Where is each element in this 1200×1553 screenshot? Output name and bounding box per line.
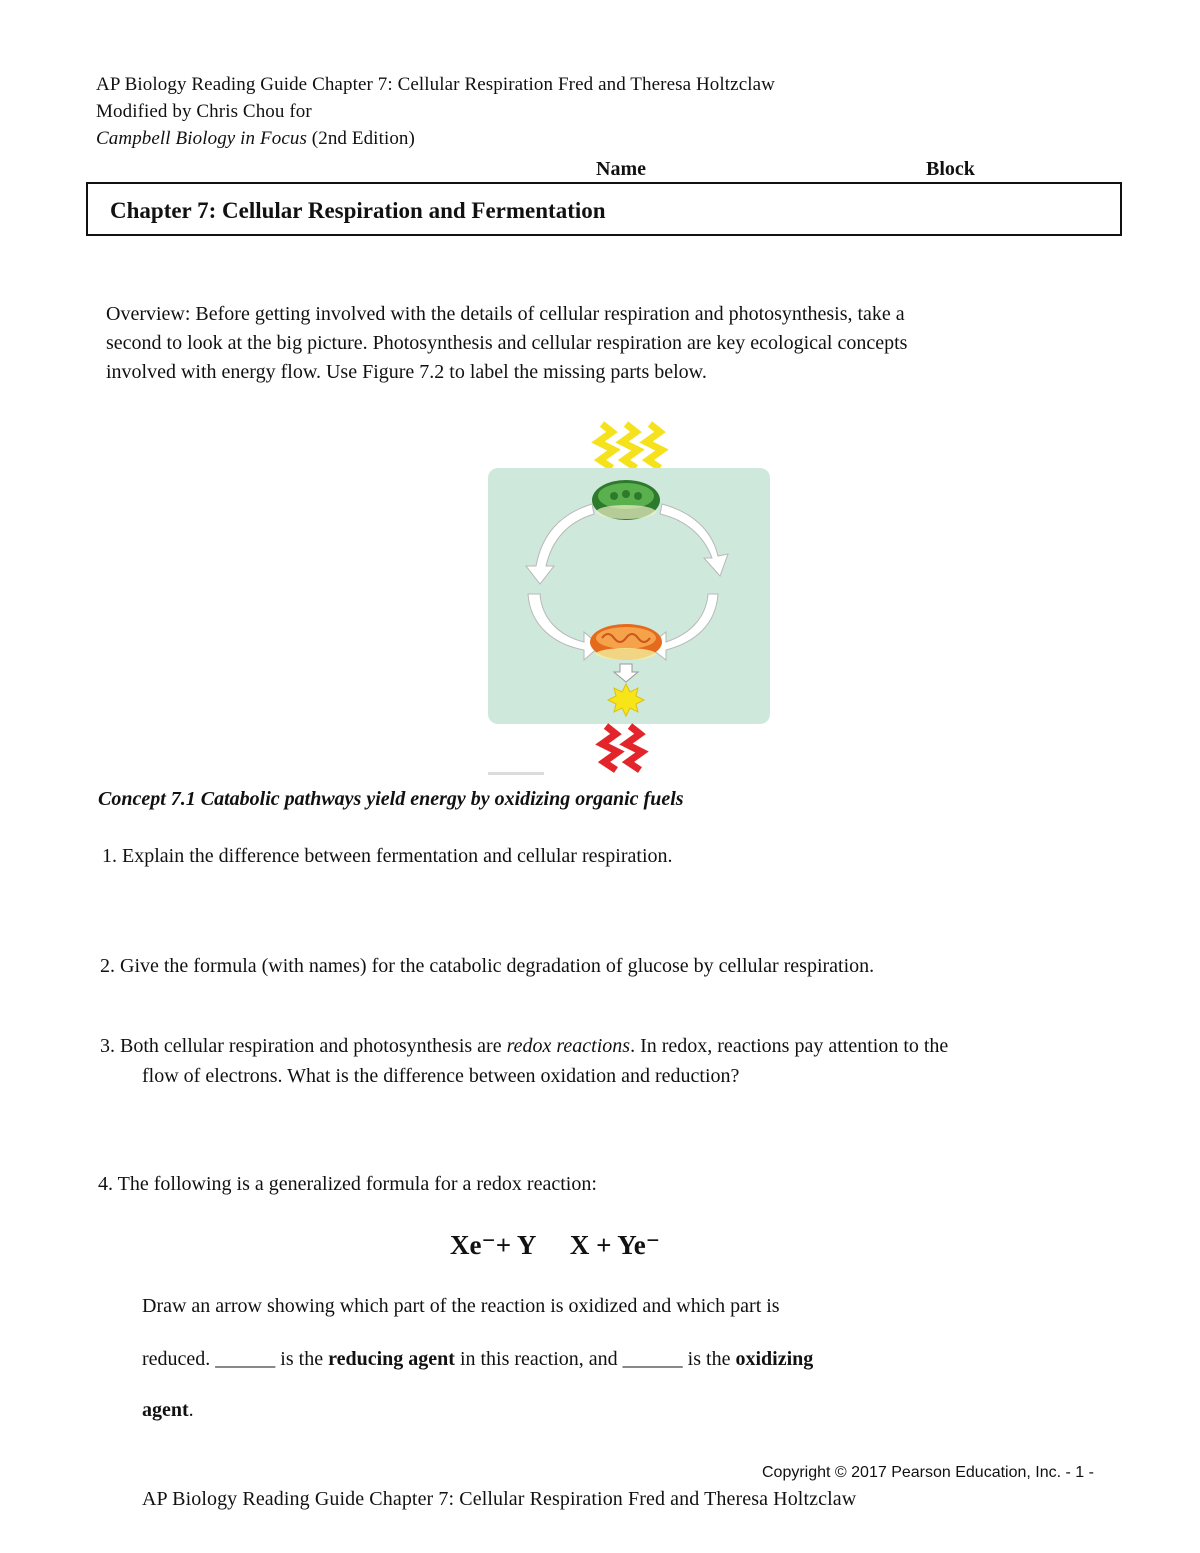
instruction-text-b: is the: [275, 1348, 329, 1370]
chapter-title-box: [86, 182, 1122, 236]
oxidizing-term: oxidizing: [735, 1348, 814, 1370]
oxidizing-agent-blank[interactable]: ______: [622, 1348, 683, 1370]
name-label: Name: [596, 158, 646, 180]
concept-heading: Concept 7.1 Catabolic pathways yield energy by oxidizing organic fuels: [98, 788, 684, 810]
question-1: 1. Explain the difference between fermentation and cellular respiration.: [102, 845, 673, 867]
redox-equation: Xe⁻+ Y X + Ye⁻: [450, 1230, 633, 1260]
agent-term: agent: [142, 1399, 189, 1421]
block-label: Block: [926, 158, 975, 180]
edition: (2nd Edition): [306, 128, 415, 149]
energy-flow-figure: [480, 416, 780, 778]
question-4: 4. The following is a generalized formula for a redox reaction:: [98, 1173, 597, 1195]
chloroplast: [592, 480, 660, 520]
light-bolt-3: [646, 424, 662, 468]
overview-line-2: second to look at the big picture. Photosynthesis and cellular respiration are key ecological concepts: [106, 332, 908, 354]
instruction-text-d: is the: [682, 1348, 736, 1370]
overview-line-1: Overview: Before getting involved with the details of cellular respiration and photosynthesis, take a: [106, 303, 905, 325]
footer-line: AP Biology Reading Guide Chapter 7: Cellular Respiration Fred and Theresa Holtzclaw: [142, 1488, 857, 1510]
instruction-line-2: [142, 1345, 813, 1374]
figure-credit-mark: [488, 772, 544, 775]
question-3-text-b: . In redox, reactions pay attention to the: [630, 1035, 949, 1057]
overview-line-3: involved with energy flow. Use Figure 7.2 to label the missing parts below.: [106, 361, 707, 383]
instruction-text-c: in this reaction, and: [454, 1348, 623, 1370]
question-3-line-2: flow of electrons. What is the difference between oxidation and reduction?: [142, 1065, 740, 1087]
reducing-agent-blank[interactable]: ______: [215, 1348, 276, 1370]
header-line-2: Modified by Chris Chou for: [96, 101, 312, 122]
instruction-period: .: [188, 1399, 194, 1421]
reducing-agent-term: reducing agent: [328, 1348, 455, 1370]
redox-reactions-term: redox reactions: [506, 1035, 631, 1057]
heat-energy-bolts: [602, 726, 642, 770]
instruction-line-3: [142, 1396, 194, 1425]
light-energy-bolts: [598, 424, 662, 468]
header-line-1: AP Biology Reading Guide Chapter 7: Cellular Respiration Fred and Theresa Holtzclaw: [96, 74, 775, 95]
light-bolt-2: [622, 424, 638, 468]
mitochondrion: [590, 624, 662, 660]
question-2: 2. Give the formula (with names) for the catabolic degradation of glucose by cellular respiration.: [100, 955, 875, 977]
question-3-text-a: 3. Both cellular respiration and photosynthesis are: [100, 1035, 507, 1057]
copyright: Copyright © 2017 Pearson Education, Inc. - 1 -: [762, 1464, 1094, 1481]
heat-bolt-2: [626, 726, 642, 770]
question-3: [100, 1032, 948, 1061]
book-title: Campbell Biology in Focus: [96, 128, 307, 149]
instruction-text-a: reduced.: [142, 1348, 216, 1370]
heat-bolt-1: [602, 726, 618, 770]
header-line-3: [96, 128, 415, 150]
instruction-line-1: Draw an arrow showing which part of the reaction is oxidized and which part is: [142, 1295, 780, 1317]
chapter-title: Chapter 7: Cellular Respiration and Fermentation: [110, 198, 606, 223]
light-bolt-1: [598, 424, 614, 468]
